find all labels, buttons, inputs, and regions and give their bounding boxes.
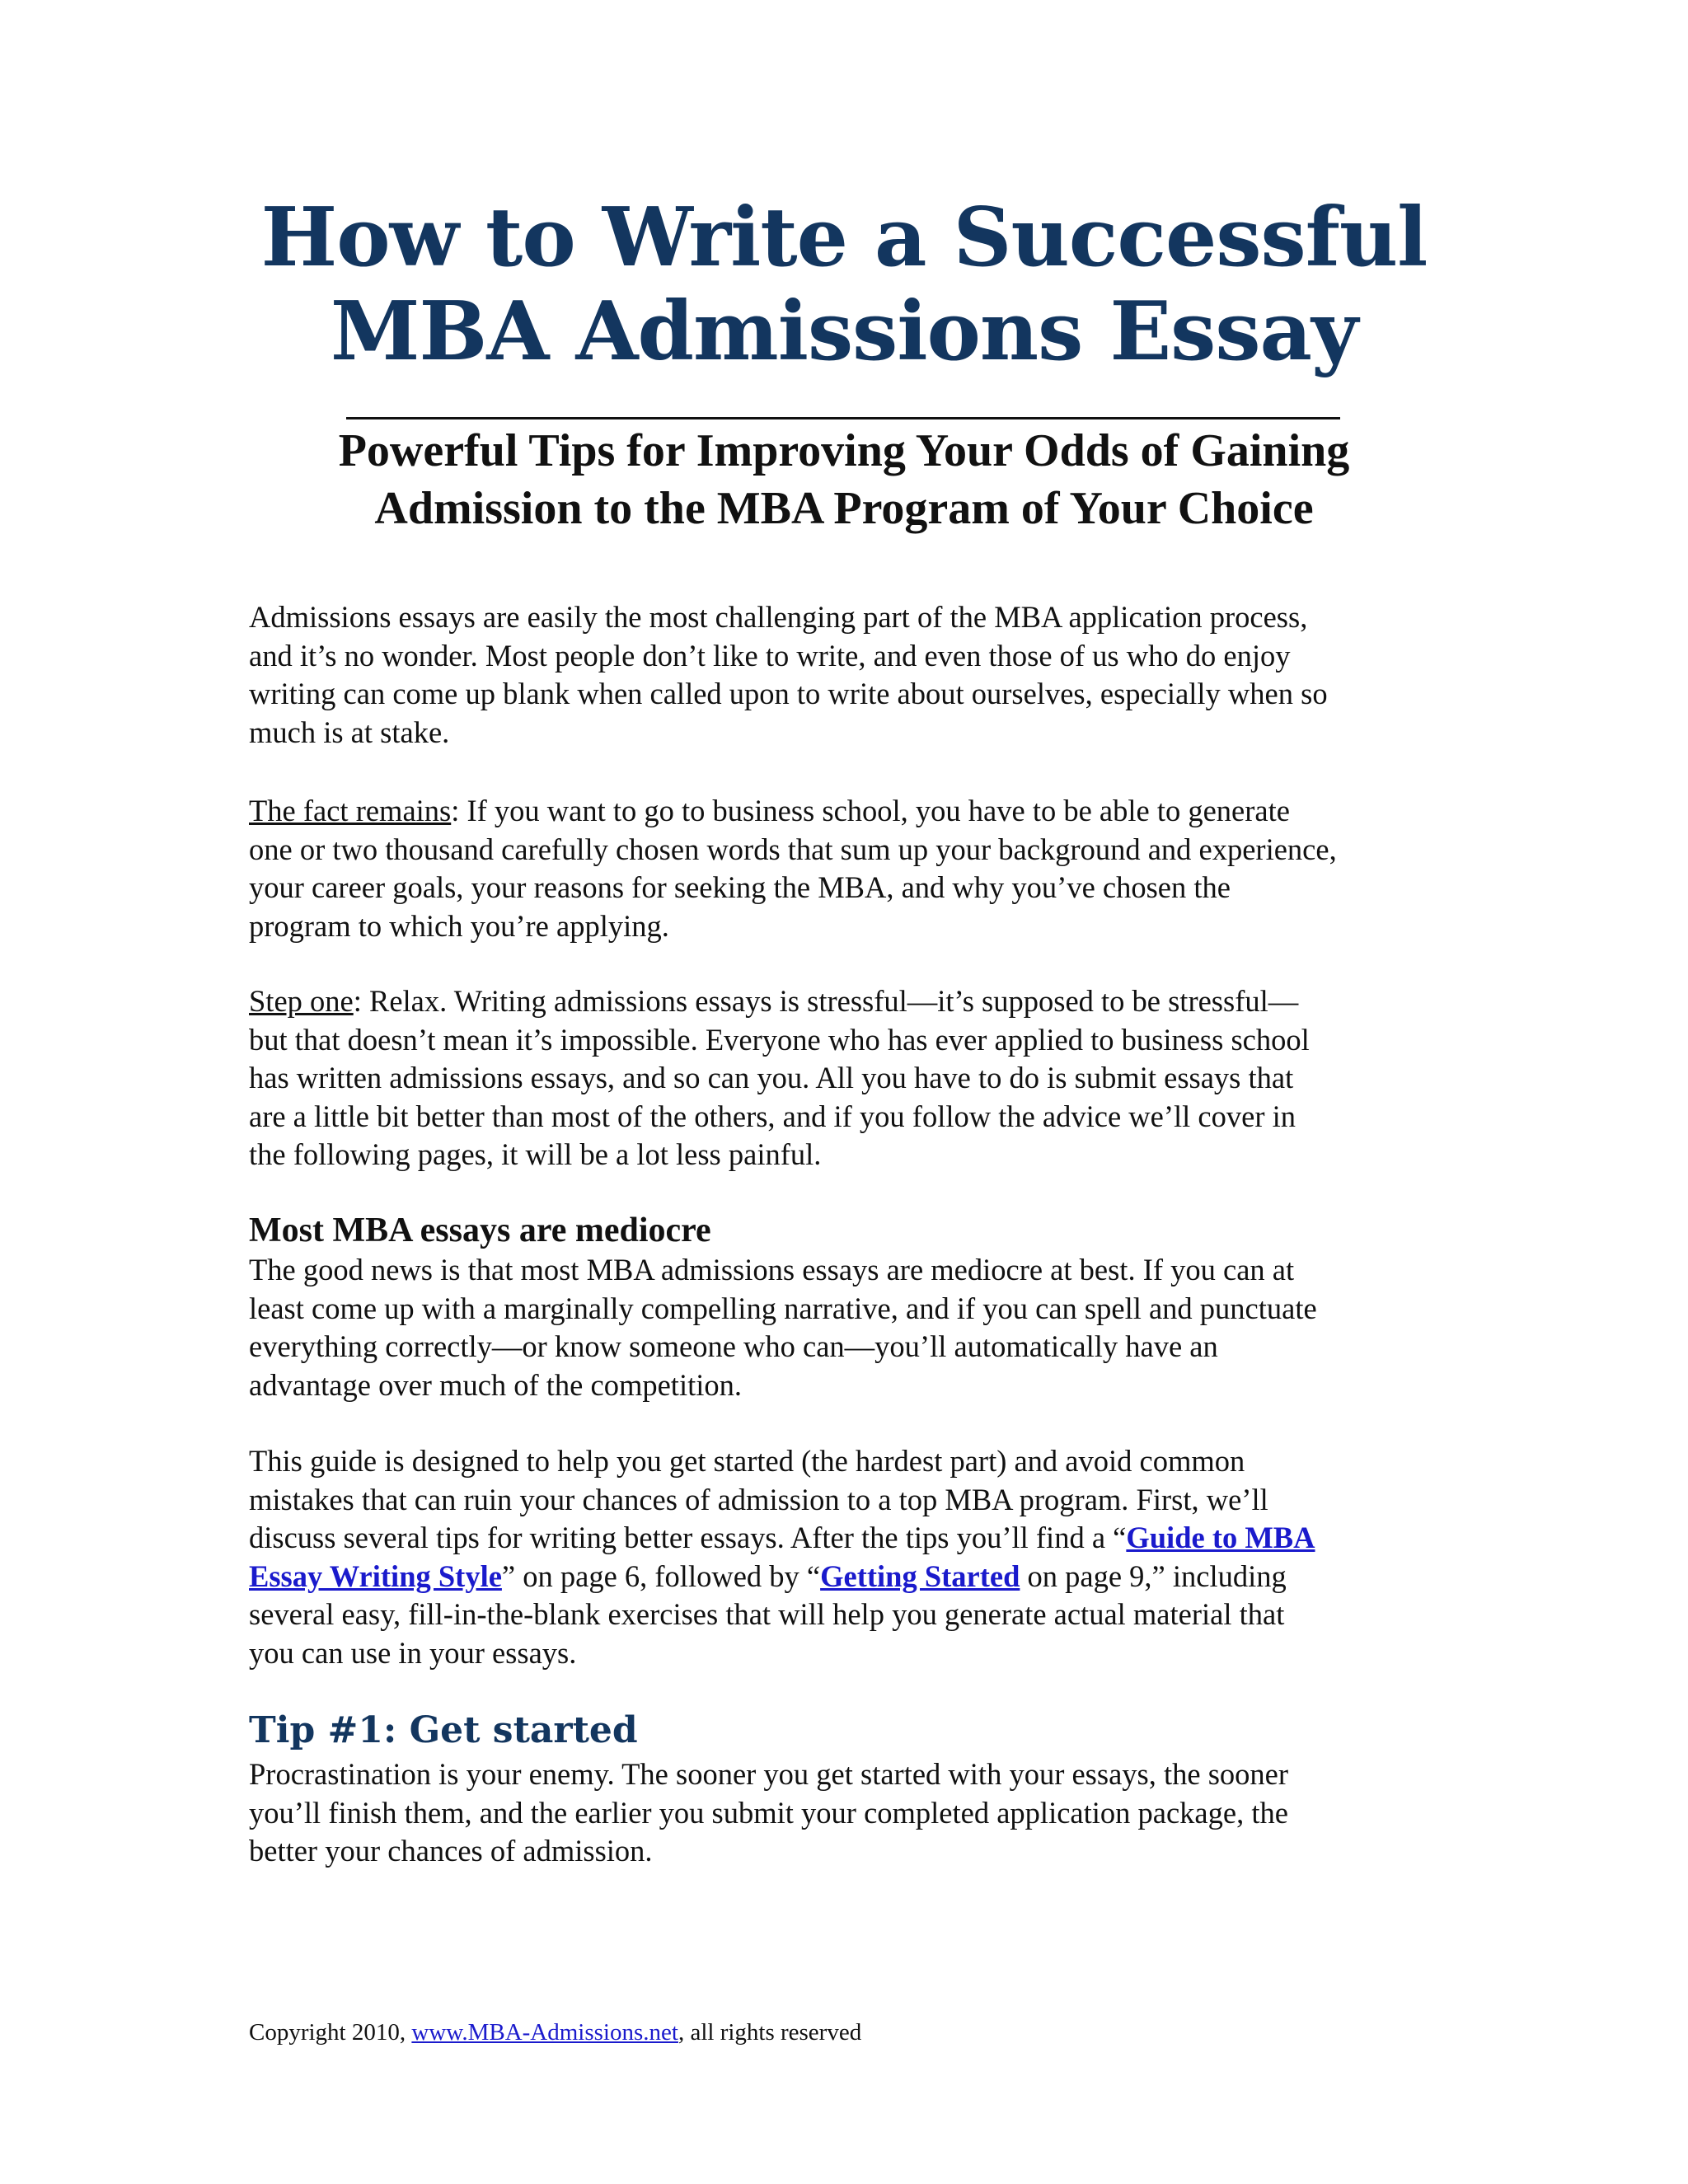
subtitle-line-2: Admission to the MBA Program of Your Choice [374, 483, 1314, 534]
footer-text-post: , all rights reserved [678, 2019, 862, 2046]
step-line [249, 982, 1469, 1021]
footer-text-pre: Copyright 2010, [249, 2019, 412, 2046]
tip1-line: you’ll finish them, and the earlier you submit your completed application package, the [249, 1795, 1288, 1830]
guide-line-4-mid: ” on page 6, followed by “ [501, 1558, 821, 1593]
mediocre-line: The good news is that most MBA admissions essays are mediocre at best. If you can at [249, 1253, 1295, 1286]
getting-started-link[interactable]: Getting Started [820, 1558, 1020, 1593]
mediocre-line: everything correctly—or know someone who can—you’ll automatically have an [249, 1329, 1218, 1363]
fact-line-rest: : If you want to go to business school, you have to be able to generate [451, 794, 1290, 827]
guide-line: you can use in your essays. [249, 1635, 577, 1670]
page-subtitle [0, 422, 1688, 537]
fact-line [249, 792, 1469, 831]
step-label: Step one [249, 984, 354, 1018]
title-divider [346, 417, 1340, 419]
step-line: has written admissions essays, and so can you. All you have to do is submit essays that [249, 1061, 1294, 1094]
guide-line: This guide is designed to help you get started (the hardest part) and avoid common [249, 1444, 1245, 1478]
title-line-2: MBA Admissions Essay [331, 284, 1357, 379]
intro-line: Admissions essays are easily the most challenging part of the MBA application process, [249, 600, 1308, 634]
guide-line-3-text: discuss several tips for writing better essays. After the tips you’ll find a “ [249, 1521, 1127, 1554]
guide-line [249, 1558, 1469, 1596]
fact-line: one or two thousand carefully chosen words that sum up your background and experience, [249, 832, 1337, 866]
guide-line: several easy, fill-in-the-blank exercises that will help you generate actual material that [249, 1597, 1285, 1631]
guide-line: mistakes that can ruin your chances of admission to a top MBA program. First, we’ll [249, 1482, 1268, 1516]
mediocre-paragraph [249, 1251, 1469, 1404]
step-paragraph [249, 982, 1469, 1174]
mediocre-line: advantage over much of the competition. [249, 1367, 742, 1402]
step-line: the following pages, it will be a lot less painful. [249, 1137, 822, 1171]
footer-site-link[interactable]: www.MBA-Admissions.net [411, 2019, 678, 2046]
guide-style-link-cont[interactable]: Essay Writing Style [249, 1558, 502, 1593]
fact-paragraph [249, 792, 1469, 945]
copyright-footer [249, 2018, 861, 2047]
guide-line [249, 1519, 1469, 1558]
intro-line: much is at stake. [249, 715, 450, 749]
section-heading-tip1: Tip #1: Get started [249, 1709, 638, 1751]
tip1-line: Procrastination is your enemy. The sooner you get started with your essays, the sooner [249, 1757, 1289, 1791]
step-line: but that doesn’t mean it’s impossible. Everyone who has ever applied to business school [249, 1022, 1310, 1057]
tip1-paragraph [249, 1755, 1469, 1871]
intro-paragraph [249, 598, 1469, 752]
guide-style-link[interactable]: Guide to MBA [1126, 1521, 1315, 1554]
section-heading-mediocre: Most MBA essays are mediocre [249, 1212, 711, 1249]
title-line-1: How to Write a Successful [260, 190, 1428, 285]
guide-line-4-post: on page 9,” including [1020, 1558, 1287, 1593]
fact-line: your career goals, your reasons for seeking the MBA, and why you’ve chosen the [249, 870, 1231, 904]
fact-line: program to which you’re applying. [249, 908, 669, 943]
intro-line: and it’s no wonder. Most people don’t like to write, and even those of us who do enjoy [249, 638, 1291, 673]
tip1-line: better your chances of admission. [249, 1834, 653, 1868]
mediocre-line: least come up with a marginally compelling narrative, and if you can spell and punctuate [249, 1291, 1317, 1325]
intro-line: writing can come up blank when called upon to write about ourselves, especially when so [249, 677, 1328, 710]
page-title [0, 191, 1688, 379]
guide-paragraph [249, 1442, 1469, 1672]
subtitle-line-1: Powerful Tips for Improving Your Odds of Gaining [338, 425, 1350, 476]
step-line-rest: : Relax. Writing admissions essays is stressful—it’s supposed to be stressful— [353, 984, 1299, 1018]
step-line: are a little bit better than most of the others, and if you follow the advice we’ll cover in [249, 1099, 1296, 1133]
fact-label: The fact remains [249, 794, 452, 827]
